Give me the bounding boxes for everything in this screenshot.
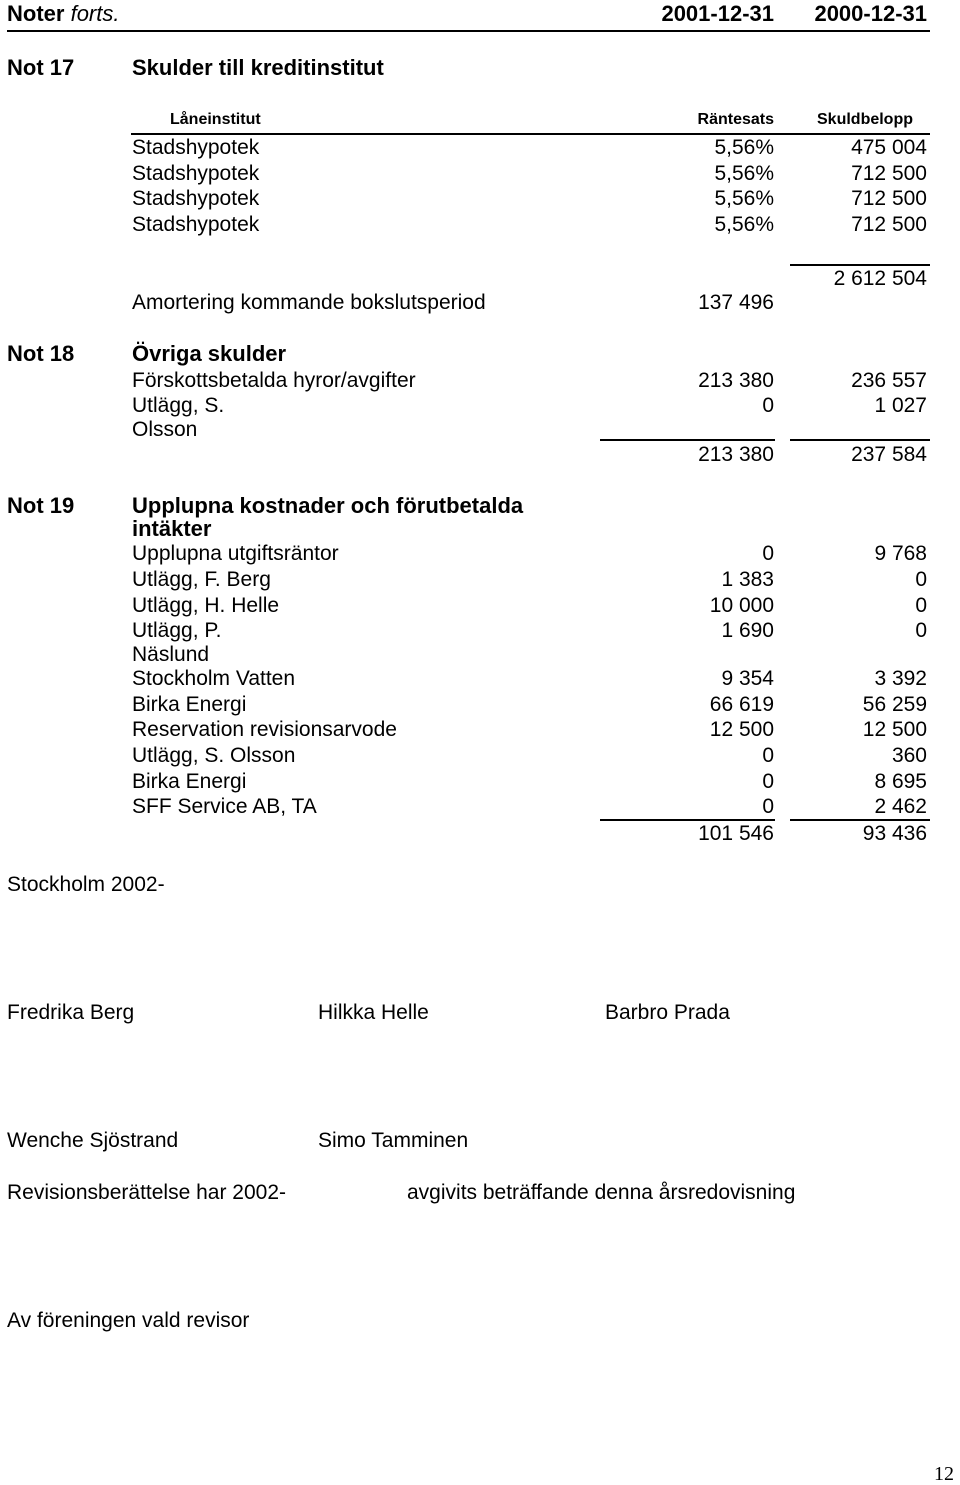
list-item-value-2001: 0	[762, 542, 774, 565]
table-row-rate: 5,56%	[714, 162, 774, 185]
list-item-name: SFF Service AB, TA	[132, 795, 317, 818]
note-18-title: Övriga skulder	[132, 341, 287, 366]
table-row-amount: 712 500	[851, 187, 927, 210]
list-item-value-2000: 0	[915, 594, 927, 617]
list-item-value-2001: 213 380	[698, 369, 774, 392]
total-rule	[790, 264, 930, 266]
list-item-value-2001: 10 000	[709, 594, 774, 617]
list-item-value-2001: 66 619	[709, 693, 774, 716]
note-17-label: Not 17	[7, 55, 75, 80]
note-18-total-2000: 237 584	[851, 443, 927, 466]
col-header-rate: Räntesats	[697, 111, 774, 128]
total-rule	[600, 439, 775, 441]
list-item-value-2000: 1 027	[874, 394, 927, 417]
page-number: 12	[934, 1463, 954, 1485]
audit-statement-right: avgivits beträffande denna årsredovisning	[407, 1181, 796, 1204]
table-row-name: Stadshypotek	[132, 187, 260, 210]
col-header-lender: Låneinstitut	[170, 111, 261, 128]
note-19-total-2000: 93 436	[862, 822, 927, 845]
amortization-label: Amortering kommande bokslutsperiod	[132, 291, 486, 314]
signer-name: Hilkka Helle	[318, 1001, 429, 1024]
list-item-name: Reservation revisionsarvode	[132, 718, 397, 741]
list-item-value-2001: 12 500	[709, 718, 774, 741]
list-item-value-2001: 0	[762, 795, 774, 818]
note-17-title: Skulder till kreditinstitut	[132, 55, 384, 80]
note-19-label: Not 19	[7, 493, 75, 518]
signer-name: Barbro Prada	[605, 1001, 730, 1024]
table-row-amount: 475 004	[851, 136, 927, 159]
list-item-name-cont: Olsson	[132, 418, 198, 441]
header-col-2000: 2000-12-31	[814, 1, 927, 26]
list-item-value-2000: 8 695	[874, 770, 927, 793]
list-item-value-2000: 236 557	[851, 369, 927, 392]
header-title: Noter forts.	[7, 1, 120, 26]
note-19-title: Upplupna kostnader och förutbetalda	[132, 493, 524, 518]
list-item-name: Utlägg, P.	[132, 619, 222, 642]
list-item-value-2001: 1 690	[721, 619, 774, 642]
note-17-total: 2 612 504	[833, 267, 927, 290]
list-item-name: Förskottsbetalda hyror/avgifter	[132, 369, 416, 392]
total-rule	[600, 819, 775, 821]
list-item-value-2000: 56 259	[862, 693, 927, 716]
list-item-value-2000: 3 392	[874, 667, 927, 690]
list-item-name: Upplupna utgiftsräntor	[132, 542, 339, 565]
table-row-rate: 5,56%	[714, 187, 774, 210]
note-18-label: Not 18	[7, 341, 75, 366]
amortization-value: 137 496	[698, 291, 774, 314]
header-rule	[7, 30, 930, 32]
table-row-rate: 5,56%	[714, 213, 774, 236]
list-item-value-2000: 0	[915, 568, 927, 591]
list-item-name: Utlägg, H. Helle	[132, 594, 280, 617]
note-18-total-2001: 213 380	[698, 443, 774, 466]
total-rule	[790, 819, 930, 821]
list-item-value-2001: 9 354	[721, 667, 774, 690]
list-item-name: Birka Energi	[132, 770, 247, 793]
table-row-amount: 712 500	[851, 213, 927, 236]
signer-name: Fredrika Berg	[7, 1001, 135, 1024]
list-item-value-2000: 0	[915, 619, 927, 642]
list-item-name: Utlägg, S.	[132, 394, 225, 417]
list-item-value-2001: 0	[762, 770, 774, 793]
signer-name: Wenche Sjöstrand	[7, 1129, 179, 1152]
list-item-name-cont: Näslund	[132, 643, 210, 666]
place-date: Stockholm 2002-	[7, 873, 165, 896]
list-item-name: Stockholm Vatten	[132, 667, 296, 690]
list-item-name: Birka Energi	[132, 693, 247, 716]
audit-statement-left: Revisionsberättelse har 2002-	[7, 1181, 286, 1204]
list-item-value-2000: 2 462	[874, 795, 927, 818]
list-item-value-2001: 0	[762, 744, 774, 767]
table-row-name: Stadshypotek	[132, 213, 260, 236]
note-19-total-2001: 101 546	[698, 822, 774, 845]
list-item-value-2000: 9 768	[874, 542, 927, 565]
table-row-rate: 5,56%	[714, 136, 774, 159]
col-header-amount: Skuldbelopp	[817, 111, 913, 128]
list-item-value-2000: 360	[891, 744, 927, 767]
list-item-value-2000: 12 500	[862, 718, 927, 741]
auditor-title: Av föreningen vald revisor	[7, 1309, 250, 1332]
list-item-value-2001: 0	[762, 394, 774, 417]
table-row-amount: 712 500	[851, 162, 927, 185]
list-item-name: Utlägg, S. Olsson	[132, 744, 296, 767]
signer-name: Simo Tamminen	[318, 1129, 469, 1152]
list-item-name: Utlägg, F. Berg	[132, 568, 271, 591]
list-item-value-2001: 1 383	[721, 568, 774, 591]
table-header-rule	[131, 133, 930, 135]
note-19-title-cont: intäkter	[132, 516, 212, 541]
header-col-2001: 2001-12-31	[661, 1, 774, 26]
total-rule	[790, 439, 930, 441]
table-row-name: Stadshypotek	[132, 136, 260, 159]
table-row-name: Stadshypotek	[132, 162, 260, 185]
